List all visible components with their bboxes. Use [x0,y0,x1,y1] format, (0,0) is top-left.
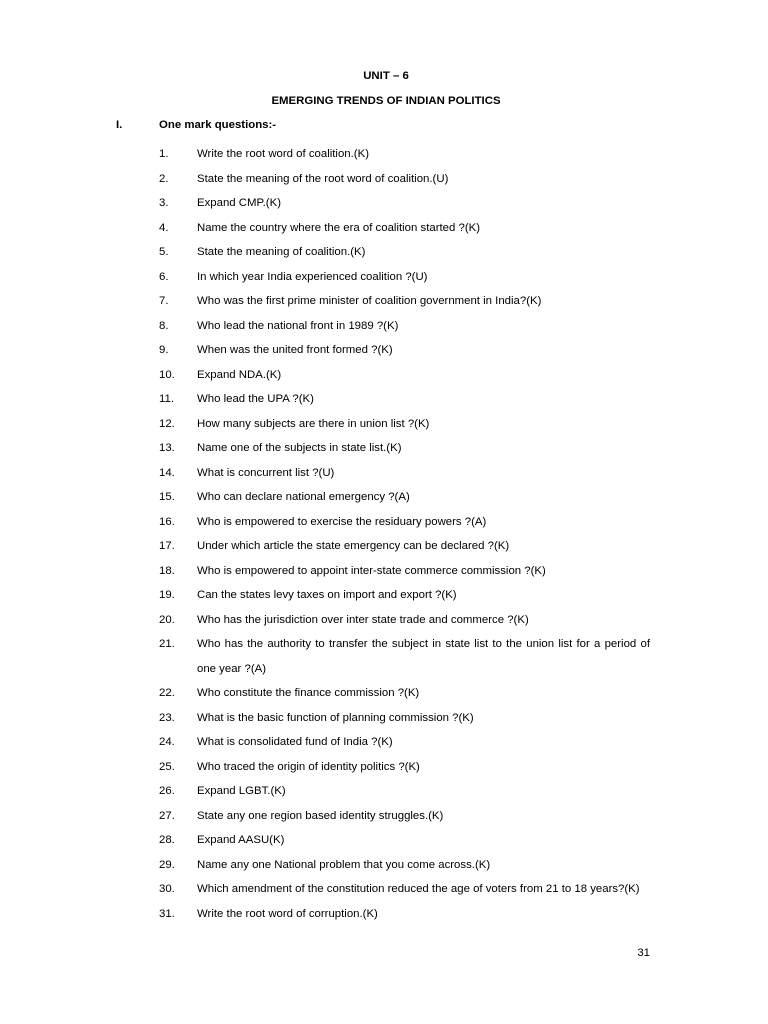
question-item [0,804,768,829]
question-number: 26. [159,785,175,797]
question-number: 27. [159,809,175,822]
question-number: 31. [159,907,175,920]
question-text: Write the root word of corruption.(K) [197,907,378,920]
question-item [0,828,768,853]
question-text: Expand NDA.(K) [197,368,282,381]
question-item [0,289,768,314]
page-number: 31 [637,947,650,959]
question-number: 17. [159,540,175,552]
question-text: Who can declare national emergency ?(A) [197,491,410,503]
question-number: 21. [159,638,175,650]
question-item [0,559,768,584]
question-item [0,706,768,731]
question-text: Who is empowered to exercise the residuary powers ?(A) [197,515,487,528]
question-text: In which year India experienced coalition ?(U) [197,270,428,283]
question-number: 22. [159,687,175,699]
question-list [0,142,768,926]
question-number: 9. [159,344,169,356]
question-text: Expand AASU(K) [197,834,285,846]
question-number: 14. [159,466,175,479]
question-number: 6. [159,270,169,283]
question-number: 23. [159,711,175,724]
question-text: Who was the first prime minister of coalition government in India?(K) [197,295,542,307]
question-number: 5. [159,246,169,258]
question-number: 28. [159,834,175,846]
question-text: Who has the jurisdiction over inter state trade and commerce ?(K) [197,613,529,626]
question-number: 10. [159,368,175,381]
question-item [0,730,768,755]
page-title: EMERGING TRENDS OF INDIAN POLITICS [271,95,501,107]
question-item [0,265,768,290]
question-text: State any one region based identity struggles.(K) [197,809,444,822]
section-label: One mark questions:- [159,119,277,131]
question-item [0,681,768,706]
question-text: Who lead the national front in 1989 ?(K) [197,319,399,332]
question-number: 18. [159,564,175,577]
question-number: 2. [159,172,169,185]
question-text: Expand LGBT.(K) [197,785,286,797]
question-item [0,363,768,388]
question-text: State the meaning of coalition.(K) [197,246,366,258]
question-text: Which amendment of the constitution reduced the age of voters from 21 to 18 years?(K) [197,883,640,895]
question-item [0,461,768,486]
question-text: Name any one National problem that you come across.(K) [197,858,491,871]
question-item [0,755,768,780]
question-item [0,485,768,510]
question-text: Name the country where the era of coalition started ?(K) [197,221,481,234]
question-number: 7. [159,295,169,307]
question-text: What is consolidated fund of India ?(K) [197,736,393,748]
question-item [0,314,768,339]
question-text: Expand CMP.(K) [197,197,281,209]
question-text: Name one of the subjects in state list.(K) [197,442,402,454]
question-text: State the meaning of the root word of coalition.(U) [197,172,449,185]
question-text: Who constitute the finance commission ?(K) [197,687,420,699]
question-item [0,387,768,412]
question-number: 29. [159,858,175,871]
question-number: 20. [159,613,175,626]
question-number: 30. [159,883,175,895]
question-number: 15. [159,491,175,503]
question-number: 3. [159,197,169,209]
unit-heading: UNIT – 6 [363,70,409,82]
question-text: When was the united front formed ?(K) [197,344,393,356]
question-item [0,191,768,216]
question-number: 13. [159,442,175,454]
question-text: Who has the authority to transfer the subject in state list to the union list for a period of one year ?(A) [197,638,650,675]
question-item [0,412,768,437]
question-item [0,510,768,535]
question-text: Can the states levy taxes on import and export ?(K) [197,589,457,601]
question-text: Under which article the state emergency can be declared ?(K) [197,540,510,552]
question-item [0,632,768,681]
question-item [0,240,768,265]
question-item [0,779,768,804]
section-number: I. [116,119,123,131]
question-number: 1. [159,148,169,160]
question-number: 4. [159,221,169,234]
question-number: 12. [159,417,175,430]
question-item [0,167,768,192]
question-text: Who lead the UPA ?(K) [197,393,314,405]
question-item [0,608,768,633]
question-text: Write the root word of coalition.(K) [197,148,369,160]
question-item [0,534,768,559]
question-text: How many subjects are there in union list ?(K) [197,417,430,430]
question-item [0,902,768,927]
question-number: 11. [159,393,174,405]
question-text: What is concurrent list ?(U) [197,466,335,479]
question-item [0,583,768,608]
question-text: Who traced the origin of identity politics ?(K) [197,760,420,773]
question-item [0,853,768,878]
question-number: 16. [159,515,175,528]
question-text: What is the basic function of planning commission ?(K) [197,711,474,724]
question-number: 19. [159,589,175,601]
question-item [0,436,768,461]
question-number: 25. [159,760,175,773]
question-item [0,338,768,363]
question-number: 8. [159,319,169,332]
question-item [0,142,768,167]
question-text: Who is empowered to appoint inter-state commerce commission ?(K) [197,564,546,577]
question-number: 24. [159,736,175,748]
question-item [0,216,768,241]
question-item [0,877,768,902]
